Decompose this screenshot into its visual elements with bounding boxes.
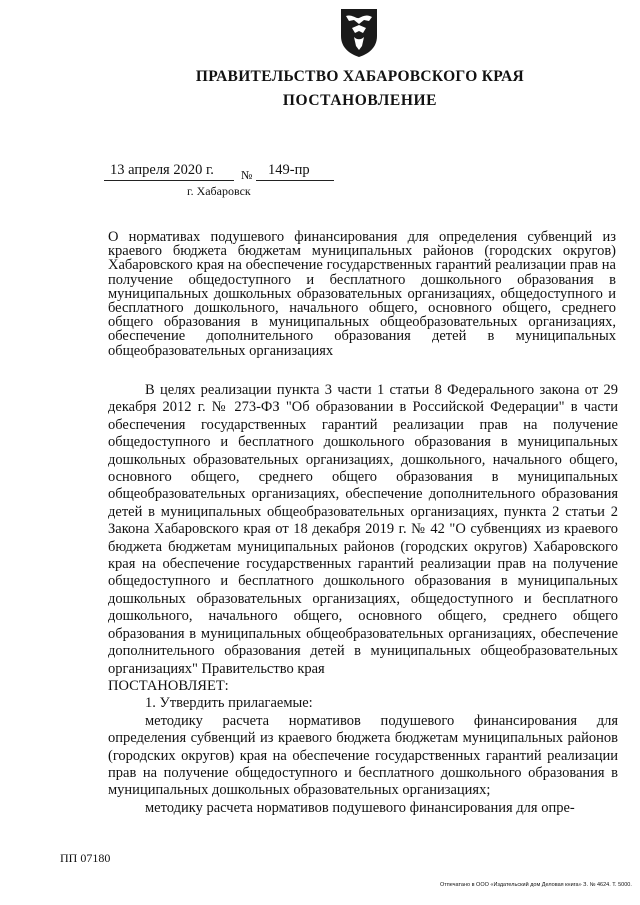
document-date: 13 апреля 2020 г.: [110, 162, 214, 178]
footer-code: ПП 07180: [60, 851, 111, 865]
government-title: ПРАВИТЕЛЬСТВО ХАБАРОВСКОГО КРАЯ: [195, 68, 525, 85]
document-body: [108, 382, 618, 817]
print-imprint: Отпечатано в ООО «Издательский дом Деловая книга» З. № 4624. Т. 5000.: [440, 882, 632, 888]
resolves-heading: ПОСТАНОВЛЯЕТ:: [108, 677, 229, 694]
document-city: г. Хабаровск: [187, 184, 251, 198]
method-2-paragraph: методику расчета нормативов подушевого финансирования для опре-: [145, 799, 575, 816]
method-1-paragraph: методику расчета нормативов подушевого финансирования для определения субвенций из краевого бюджета бюджетам муниципальных районов (городских округов) края на обеспечение государственных гарантий реализации прав на получение общедоступного и бесплатного дошкольного образования в муниципальных дошкольных образовательных организациях;: [108, 712, 618, 799]
document-subject: О нормативах подушевого финансирования для определения субвенций из краевого бюджета бюджетам муниципальных районов (городских округов) Хабаровского края на обеспечение государственных гарантий реализации прав на получение общедоступного и бесплатного дошкольного образования в муниципальных дошкольных образовательных организациях, общедоступного и бесплатного дошкольного, начального общего, основного общего, среднего общего образования в муниципальных общеобразовательных организациях, обеспечение дополнительного образования детей в муниципальных общеобразовательных организациях: [108, 229, 616, 359]
document-type: ПОСТАНОВЛЕНИЕ: [282, 92, 438, 109]
item-1: 1. Утвердить прилагаемые:: [145, 695, 313, 712]
document-number: 149-пр: [268, 162, 310, 178]
number-sign: №: [241, 168, 253, 182]
coat-of-arms-icon: [338, 6, 380, 58]
number-underline: [256, 180, 334, 181]
preamble-paragraph: В целях реализации пункта 3 части 1 статьи 8 Федерального закона от 29 декабря 2012 г. № 273-ФЗ "Об образовании в Российской Федерации" в части обеспечения государственных гарантий реализации прав на получение общедоступного и бесплатного дошкольного образования в муниципальных дошкольных образовательных организациях, дошкольного, начального общего, основного общего, среднего общего образования в муниципальных общеобразовательных организациях, обеспечение дополнительного образования детей в муниципальных общеобразовательных организациях, пункта 2 статьи 2 Закона Хабаровского края от 18 декабря 2019 г. № 42 "О субвенциях из краевого бюджета бюджетам муниципальных районов (городских округов) Хабаровского края на обеспечение государственных гарантий реализации прав на получение общедоступного и бесплатного дошкольного образования в муниципальных дошкольных образовательных организациях, общедоступного и бесплатного дошкольного, начального общего, основного общего, среднего общего образования в муниципальных общеобразовательных организациях, обеспечение дополнительного образования детей в муниципальных общеобразовательных организациях" Правительство края: [108, 382, 618, 677]
date-underline: [104, 180, 234, 181]
